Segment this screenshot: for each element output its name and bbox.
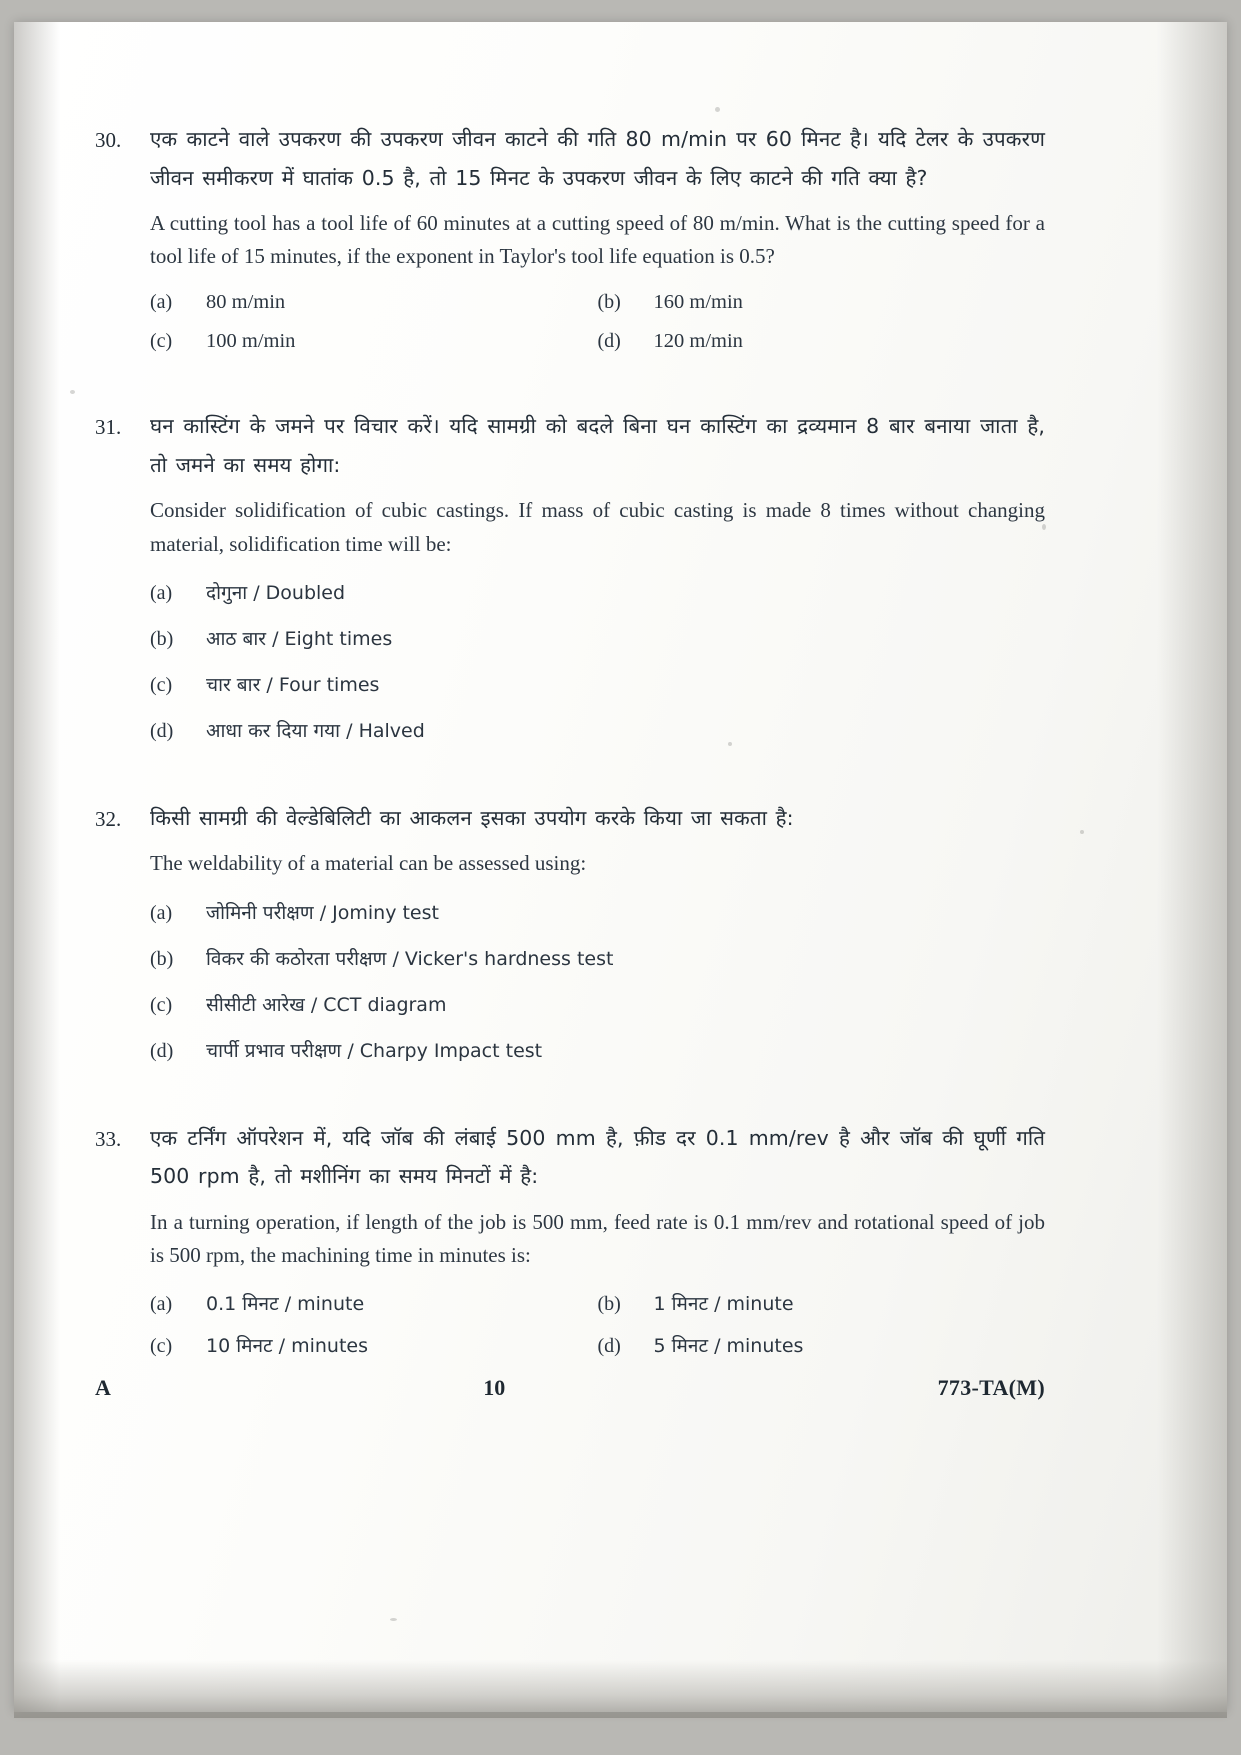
option-text: 1 मिनट / minute xyxy=(653,1292,794,1315)
option-text: विकर की कठोरता परीक्षण / Vicker's hardness test xyxy=(206,947,614,970)
question-block-31 xyxy=(95,407,1045,762)
option-30-d[interactable] xyxy=(598,330,1046,353)
option-label: (b) xyxy=(150,627,174,650)
option-label: (a) xyxy=(150,901,173,924)
option-text: 120 m/min xyxy=(653,330,743,353)
options-31 xyxy=(150,579,1045,743)
question-text-english-33: In a turning operation, if length of the job is 500 mm, feed rate is 0.1 mm/rev and rotational speed of job is 500 rpm, the machining time in minutes is: xyxy=(150,1209,1045,1267)
option-label: (b) xyxy=(597,291,621,314)
question-number-30: 30. xyxy=(95,128,122,152)
option-label: (a) xyxy=(150,581,173,604)
option-label: (c) xyxy=(150,1334,173,1357)
option-32-c[interactable] xyxy=(150,991,1045,1017)
question-number-31: 31. xyxy=(95,415,122,440)
page-footer xyxy=(95,1375,1045,1401)
option-label: (b) xyxy=(597,1292,621,1315)
question-block-32 xyxy=(95,799,1045,1083)
paper-code: 773-TA(M) xyxy=(937,1375,1045,1400)
question-text-english-32: The weldability of a material can be assessed using: xyxy=(150,851,587,876)
option-33-b[interactable] xyxy=(598,1290,1046,1316)
question-text-hindi-33: एक टर्निंग ऑपरेशन में, यदि जॉब की लंबाई 500 mm है, फ़ीड दर 0.1 mm/rev है और जॉब की घूर्णी गति 500 rpm है, तो मशीनिंग का समय मिनटों में है: xyxy=(150,1125,1045,1189)
option-31-b[interactable] xyxy=(150,625,1045,651)
option-label: (d) xyxy=(150,1039,174,1062)
option-33-a[interactable] xyxy=(150,1290,598,1316)
question-text-hindi-31: घन कास्टिंग के जमने पर विचार करें। यदि सामग्री को बदले बिना घन कास्टिंग का द्रव्यमान 8 बार बनाया जाता है, तो जमने का समय होगा: xyxy=(150,414,1045,477)
question-number-33: 33. xyxy=(95,1126,122,1151)
option-text: चार्पी प्रभाव परीक्षण / Charpy Impact test xyxy=(206,1039,543,1062)
question-list xyxy=(95,120,1045,1404)
option-30-b[interactable] xyxy=(598,291,1046,314)
option-label: (a) xyxy=(150,291,173,314)
option-label: (d) xyxy=(597,330,621,353)
question-number-32: 32. xyxy=(95,806,122,831)
option-text: सीसीटी आरेख / CCT diagram xyxy=(206,993,447,1016)
page-number: 10 xyxy=(483,1375,506,1400)
option-label: (b) xyxy=(150,947,174,970)
option-30-a[interactable] xyxy=(150,291,598,314)
option-label: (c) xyxy=(150,330,173,353)
option-text: 0.1 मिनट / minute xyxy=(206,1292,365,1315)
booklet-series-code: A xyxy=(95,1375,111,1400)
option-label: (d) xyxy=(597,1334,621,1357)
option-text: 10 मिनट / minutes xyxy=(206,1334,369,1357)
option-31-d[interactable] xyxy=(150,717,1045,743)
question-block-30 xyxy=(95,120,1045,369)
question-text-english-30: A cutting tool has a tool life of 60 minutes at a cutting speed of 80 m/min. What is the cutting speed for a tool life of 15 minutes, if the exponent in Taylor's tool life equation is 0.5? xyxy=(150,211,1045,269)
option-text: चार बार / Four times xyxy=(206,673,380,696)
option-32-b[interactable] xyxy=(150,945,1045,971)
option-label: (c) xyxy=(150,673,173,696)
question-text-hindi-32: किसी सामग्री की वेल्डेबिलिटी का आकलन इसका उपयोग करके किया जा सकता है: xyxy=(150,805,794,830)
options-30 xyxy=(150,291,1045,369)
option-label: (c) xyxy=(150,993,173,1016)
option-label: (a) xyxy=(150,1292,173,1315)
option-text: दोगुना / Doubled xyxy=(206,581,346,604)
option-text: आधा कर दिया गया / Halved xyxy=(206,719,425,742)
option-text: 80 m/min xyxy=(206,291,286,314)
option-text: 100 m/min xyxy=(206,330,296,353)
question-text-hindi-30: एक काटने वाले उपकरण की उपकरण जीवन काटने की गति 80 m/min पर 60 मिनट है। यदि टेलर के उपकरण जीवन समीकरण में घातांक 0.5 है, तो 15 मिनट के उपकरण जीवन के लिए काटने की गति क्या है? xyxy=(150,127,1045,190)
option-32-d[interactable] xyxy=(150,1037,1045,1063)
option-30-c[interactable] xyxy=(150,330,598,353)
option-label: (d) xyxy=(150,719,174,742)
option-text: आठ बार / Eight times xyxy=(206,627,393,650)
option-text: 5 मिनट / minutes xyxy=(653,1334,804,1357)
options-33 xyxy=(150,1290,1045,1374)
question-text-english-31: Consider solidification of cubic castings. If mass of cubic casting is made 8 times without changing material, solidification time will be: xyxy=(150,498,1045,556)
option-text: 160 m/min xyxy=(653,291,743,314)
option-31-c[interactable] xyxy=(150,671,1045,697)
option-31-a[interactable] xyxy=(150,579,1045,605)
option-32-a[interactable] xyxy=(150,899,1045,925)
option-33-d[interactable] xyxy=(598,1332,1046,1358)
question-block-33 xyxy=(95,1119,1045,1374)
option-text: जोमिनी परीक्षण / Jominy test xyxy=(206,901,439,924)
options-32 xyxy=(150,899,1045,1063)
option-33-c[interactable] xyxy=(150,1332,598,1358)
